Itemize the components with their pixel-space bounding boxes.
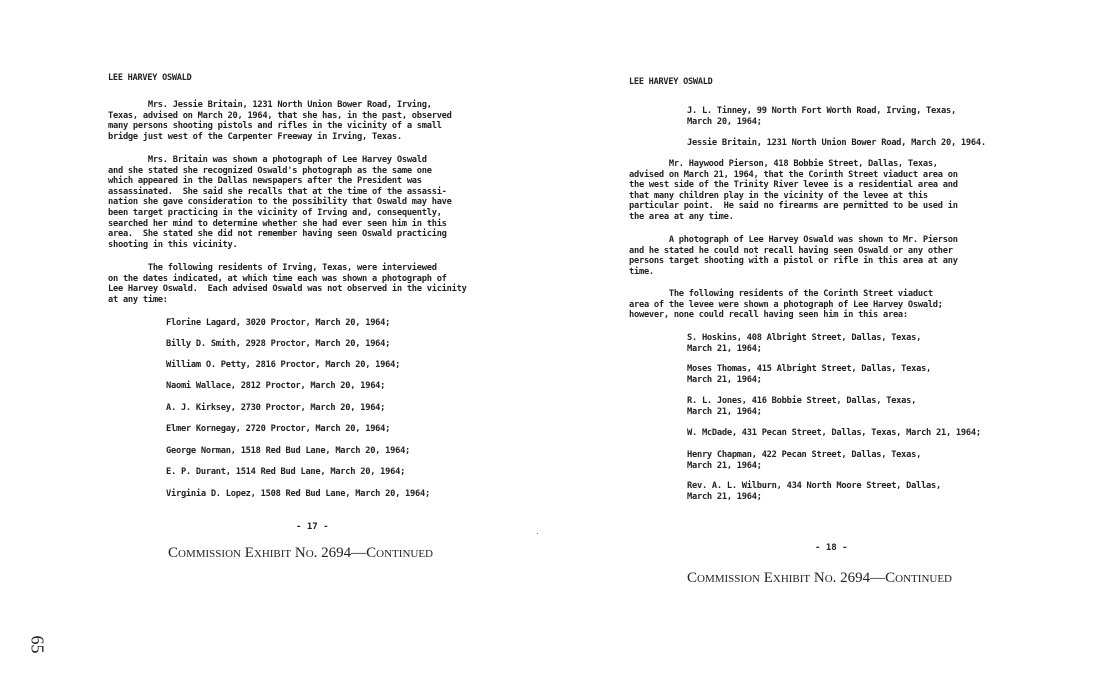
left-paragraph-2: Mrs. Britain was shown a photograph of Lee Harvey Oswald and she stated she recognized Oswald's photograph as the same one which appeared in the Dallas newspapers after the President was assassinated. She said she recalls that at the time of the assassi- nation she gave consideration to the possibility that Oswald may have been target practicing in the vicinity of Irving and, consequently, searched her mind to determine whether she had ever seen him in this area. She stated she did not remember having seen Oswald practicing shooting in this vicinity. (108, 155, 452, 250)
left-exhibit-caption-text: Commission Exhibit No. 2694—Continued (168, 545, 433, 561)
left-page-number: - 17 - (296, 522, 329, 532)
right-exhibit-caption (687, 570, 952, 587)
list-item: George Norman, 1518 Red Bud Lane, March 20, 1964; (166, 446, 411, 456)
list-item: S. Hoskins, 408 Albright Street, Dallas, Texas, March 21, 1964; (687, 333, 922, 354)
left-exhibit-caption (168, 545, 433, 562)
left-page-header: LEE HARVEY OSWALD (108, 73, 192, 83)
list-item: Henry Chapman, 422 Pecan Street, Dallas, Texas, March 21, 1964; (687, 450, 922, 471)
volume-page-number: 65 (27, 635, 48, 654)
list-item: Billy D. Smith, 2928 Proctor, March 20, 1964; (166, 339, 391, 349)
right-top-item-2: Jessie Britain, 1231 North Union Bower Road, March 20, 1964. (687, 138, 986, 148)
list-item: Virginia D. Lopez, 1508 Red Bud Lane, March 20, 1964; (166, 489, 430, 499)
right-page-header: LEE HARVEY OSWALD (629, 77, 713, 87)
right-exhibit-caption-text: Commission Exhibit No. 2694—Continued (687, 570, 952, 586)
list-item: Florine Lagard, 3020 Proctor, March 20, 1964; (166, 318, 391, 328)
list-item: William O. Petty, 2816 Proctor, March 20, 1964; (166, 360, 401, 370)
list-item: Moses Thomas, 415 Albright Street, Dallas, Texas, March 21, 1964; (687, 364, 932, 385)
list-item: Naomi Wallace, 2812 Proctor, March 20, 1964; (166, 381, 386, 391)
list-item: W. McDade, 431 Pecan Street, Dallas, Texas, March 21, 1964; (687, 428, 981, 438)
list-item: Rev. A. L. Wilburn, 434 North Moore Street, Dallas, March 21, 1964; (687, 481, 941, 502)
right-top-item-1: J. L. Tinney, 99 North Fort Worth Road, Irving, Texas, March 20, 1964; (687, 106, 956, 127)
list-item: E. P. Durant, 1514 Red Bud Lane, March 20, 1964; (166, 467, 406, 477)
right-page-number: - 18 - (815, 543, 848, 553)
list-item: R. L. Jones, 416 Bobbie Street, Dallas, Texas, March 21, 1964; (687, 396, 917, 417)
left-paragraph-1: Mrs. Jessie Britain, 1231 North Union Bower Road, Irving, Texas, advised on March 20, 1964, that she has, in the past, observed many persons shooting pistols and rifles in the vicinity of a small bridge just west of the Carpenter Freeway in Irving, Texas. (108, 100, 452, 142)
right-paragraph-3: The following residents of the Corinth Street viaduct area of the levee were shown a photograph of Lee Harvey Oswald; however, none could recall having seen him in this area: (629, 289, 943, 321)
right-paragraph-2: A photograph of Lee Harvey Oswald was shown to Mr. Pierson and he stated he could not recall having seen Oswald or any other persons target shooting with a pistol or rifle in this area at any time. (629, 235, 958, 277)
list-item: A. J. Kirksey, 2730 Proctor, March 20, 1964; (166, 403, 386, 413)
list-item: Elmer Kornegay, 2720 Proctor, March 20, 1964; (166, 424, 391, 434)
left-paragraph-3: The following residents of Irving, Texas, were interviewed on the dates indicated, at which time each was shown a photograph of Lee Harvey Oswald. Each advised Oswald was not observed in the vicinity at any time: (108, 263, 467, 305)
scan-speck (537, 533, 538, 534)
right-paragraph-1: Mr. Haywood Pierson, 418 Bobbie Street, Dallas, Texas, advised on March 21, 1964, that the Corinth Street viaduct area on the west side of the Trinity River levee is a residential area and that many children play in the vicinity of the levee at this particular point. He said no firearms are permitted to be used in the area at any time. (629, 159, 958, 222)
